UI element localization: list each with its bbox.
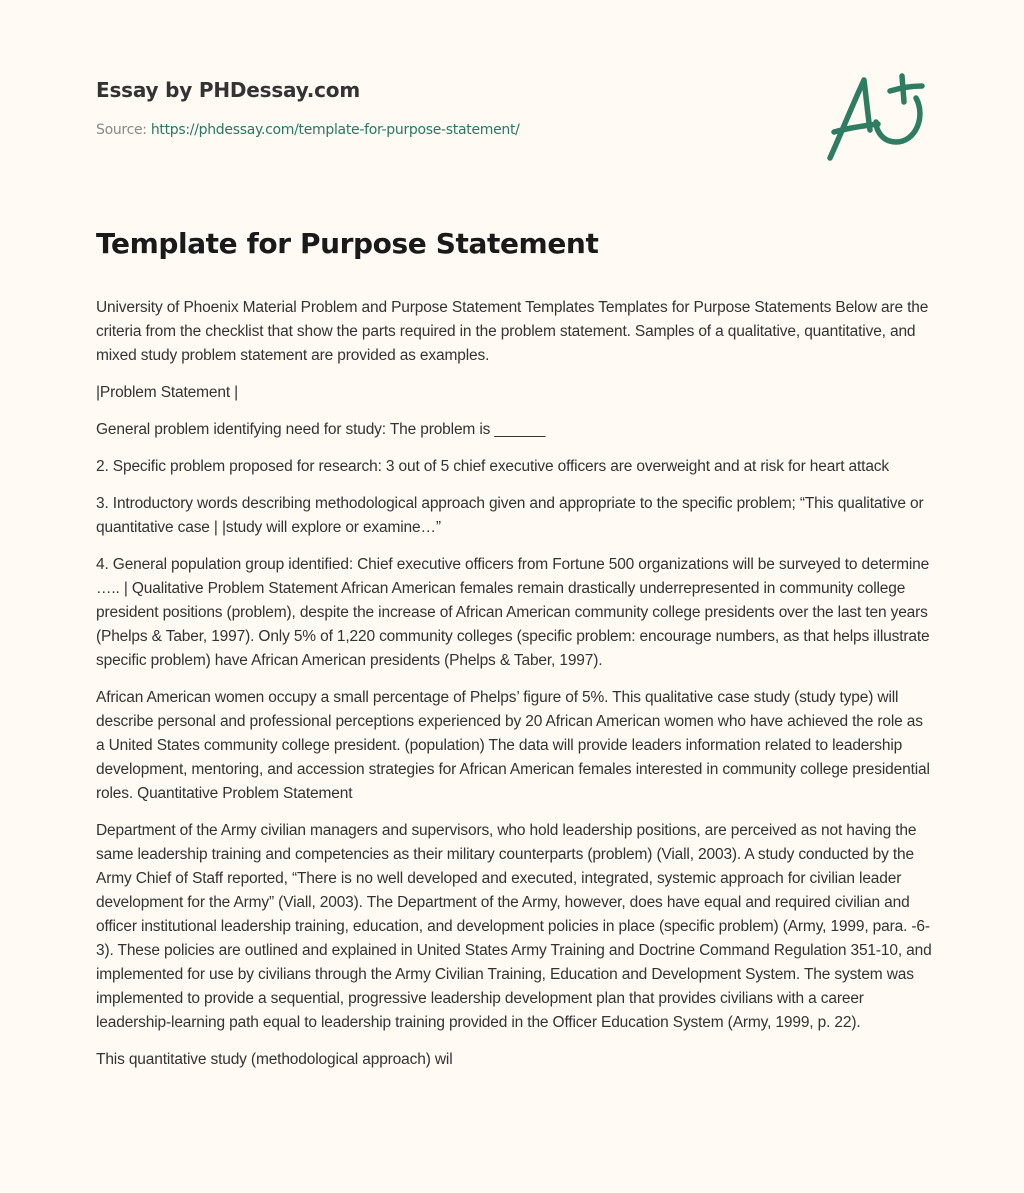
page-title: Template for Purpose Statement	[96, 227, 599, 260]
article	[96, 224, 932, 1085]
paragraph-problem-statement-heading: |Problem Statement |	[96, 384, 239, 401]
site-title: Essay by PHDessay.com	[96, 78, 360, 102]
paragraph-general-problem: General problem identifying need for study: The problem is ______	[96, 421, 546, 438]
paragraph-introductory-words: 3. Introductory words describing methodological approach given and appropriate to the specific problem; “This qualitative or quantitative case | |study will explore or examine…”	[96, 495, 924, 536]
paragraph-intro: University of Phoenix Material Problem and Purpose Statement Templates Templates for Purpose Statements Below are the criteria from the checklist that show the parts required in the problem statement. Samples of a qualitative, quantitative, and mixed study problem statement are provided as examples.	[96, 299, 929, 364]
paragraph-general-population: 4. General population group identified: Chief executive officers from Fortune 500 organizations will be surveyed to determine ….. | Qualitative Problem Statement African American females remain drastically underrepresented in community college president positions (problem), despite the increase of African American community college presidents over the last ten years (Phelps & Taber, 1997). Only 5% of 1,220 community colleges (specific problem: encourage numbers, as that helps illustrate specific problem) have African American presidents (Phelps & Taber, 1997).	[96, 556, 930, 669]
source-line	[96, 120, 796, 140]
a-plus-grade-icon	[820, 66, 930, 166]
paragraph-truncated: This quantitative study (methodological approach) wil	[96, 1051, 453, 1068]
site-header	[96, 76, 796, 140]
source-label: Source:	[96, 122, 151, 138]
paragraph-quantitative-problem: Department of the Army civilian managers and supervisors, who hold leadership positions, are perceived as not having the same leadership training and competencies as their military counterparts (problem) (Viall, 2003). A study conducted by the Army Chief of Staff reported, “There is no well developed and executed, integrated, systemic approach for civilian leader development for the Army” (Viall, 2003). The Department of the Army, however, does have equal and required civilian and officer institutional leadership training, education, and development policies in place (specific problem) (Army, 1999, para. -6-3). These policies are outlined and explained in United States Army Training and Doctrine Command Regulation 351-10, and implemented for use by civilians through the Army Civilian Training, Education and Development System. The system was implemented to provide a sequential, progressive leadership development plan that provides civilians with a career leadership-learning path equal to leadership training provided in the Officer Education System (Army, 1999, p. 22).	[96, 822, 932, 1031]
paragraph-qualitative-study: African American women occupy a small percentage of Phelps’ figure of 5%. This qualitative case study (study type) will describe personal and professional perceptions experienced by 20 African American women who have achieved the role as a United States community college president. (population) The data will provide leaders information related to leadership development, mentoring, and accession strategies for African American females interested in community college presidential roles. Quantitative Problem Statement	[96, 689, 930, 802]
source-link[interactable]: https://phdessay.com/template-for-purpose-statement/	[150, 122, 520, 138]
paragraph-specific-problem: 2. Specific problem proposed for research: 3 out of 5 chief executive officers are overweight and at risk for heart attack	[96, 458, 889, 475]
